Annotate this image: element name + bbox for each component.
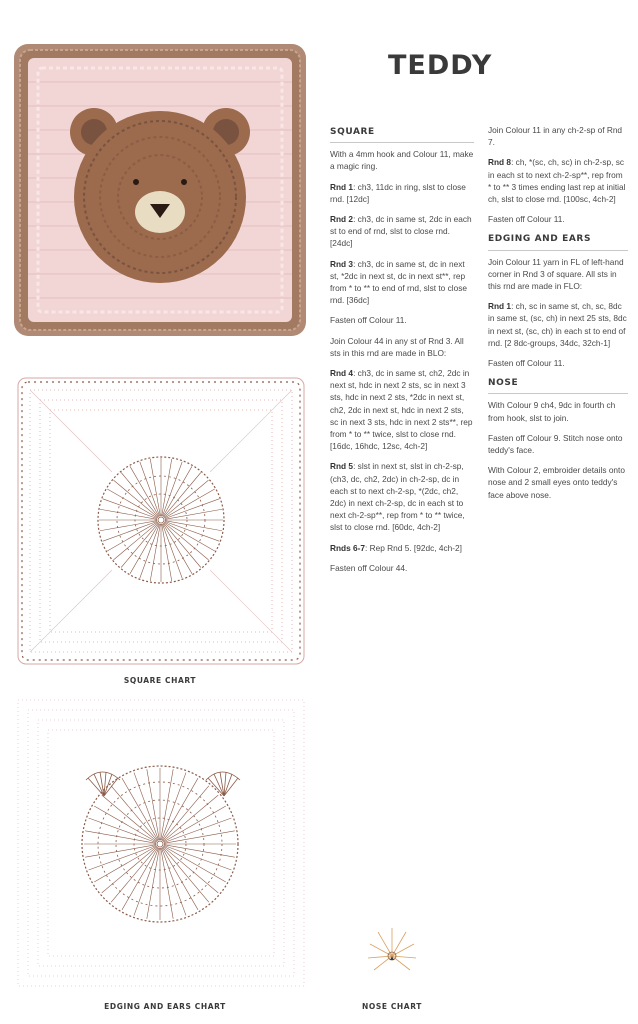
fasten-off-11: Fasten off Colour 11. (330, 315, 407, 326)
stitch-spoke (100, 521, 157, 531)
left-ear-fan (86, 772, 120, 796)
square-heading: SQUARE (330, 126, 474, 143)
rnd-8: Rnd 8: ch, *(sc, ch, sc) in ch-2-sp, sc in each st to next ch-2-sp**, rep from * to ** 3 times ending last rep at initial ch, slst to close rnd. [100sc, 4ch-2] (488, 157, 626, 205)
stitch-spoke (164, 831, 235, 844)
stitch-spoke (114, 480, 158, 517)
stitch-spoke (111, 847, 157, 902)
stitch-spoke (85, 831, 156, 844)
stitch-spoke (162, 847, 198, 909)
stitch-spoke (163, 846, 225, 882)
join-colour-11: Join Colour 11 in any ch-2-sp of Rnd 7. (488, 125, 623, 148)
rnd-1: Rnd 1: ch3, 11dc in ring, slst to close rnd. [12dc] (330, 181, 466, 204)
stitch-spoke (122, 847, 158, 909)
stitch-spoke (102, 847, 157, 893)
stitch-spoke (85, 845, 156, 858)
bear-right-eye (181, 179, 187, 185)
nose-p1: With Colour 9 ch4, 9dc in fourth ch from hook, slst to join. (488, 400, 616, 423)
stitch-spoke (165, 509, 222, 519)
nose-p2: Fasten off Colour 9. Stitch nose onto teddy's face. (488, 432, 623, 456)
edging-ears-chart (12, 694, 310, 992)
fasten-off-11-b: Fasten off Colour 11. (488, 214, 565, 225)
stitch-spoke (163, 847, 209, 902)
stitch-spoke (164, 523, 201, 567)
stitch-spoke (163, 795, 218, 841)
page-title: TEDDY (388, 50, 493, 81)
edging-heading: EDGING AND EARS (488, 233, 628, 250)
stitch-spoke (163, 786, 209, 841)
stitch-spoke (161, 848, 174, 919)
stitch-spoke (94, 846, 156, 882)
stitch-spoke (147, 769, 160, 840)
stitch-spoke (165, 521, 222, 531)
stitch-spoke (164, 845, 235, 858)
rnd-5: Rnd 5: slst in next st, slst in ch-2-sp, (ch3, dc, ch2, 2dc) in ch-2-sp, dc in each st to next ch-2-sp, *(2dc, ch2, 2dc) in next ch-2-sp, dc in each st to next ch-2-sp**, rep from * to ** twice, slst to close rnd. [60dc, 4ch-2] (330, 461, 465, 533)
fasten-off-44: Fasten off Colour 44. (330, 562, 408, 573)
stitch-spoke (163, 806, 225, 842)
edging-chart-caption: EDGING AND EARS CHART (104, 1002, 226, 1011)
stitch-spoke (121, 473, 158, 517)
nose-chart (362, 922, 422, 982)
nose-heading: NOSE (488, 377, 628, 394)
stitch-spoke (163, 847, 218, 893)
stitch-spoke (161, 769, 174, 840)
stitch-spoke (150, 524, 160, 581)
right-ear-fan (206, 772, 240, 796)
edging-nose-instructions (488, 124, 628, 509)
stitch-spoke (147, 848, 160, 919)
stitch-spoke (162, 778, 198, 840)
nose-p3: With Colour 2, embroider details onto nose and 2 small eyes onto teddy's face above nose. (488, 465, 625, 500)
stitch-spoke (100, 509, 157, 519)
rnd-2: Rnd 2: ch3, dc in same st, 2dc in each st to end of rnd, slst to close rnd. [24dc] (330, 214, 472, 249)
square-intro: With a 4mm hook and Colour 11, make a magic ring. (330, 149, 474, 172)
stitch-spoke (114, 523, 158, 560)
rnd-3: Rnd 3: ch3, dc in same st, dc in next st, *2dc in next st, dc in next st**, rep from * to ** to end of rnd, slst to close rnd. [36dc] (330, 258, 467, 306)
rnds-6-7: Rnds 6-7: Rep Rnd 5. [92dc, 4ch-2] (330, 542, 462, 553)
stitch-spoke (94, 806, 156, 842)
stitch-spoke (121, 523, 158, 567)
stitch-spoke (162, 524, 172, 581)
edging-fasten: Fasten off Colour 11. (488, 358, 565, 369)
stitch-spoke (164, 480, 208, 517)
square-chart-caption: SQUARE CHART (123, 676, 197, 685)
stitch-spoke (102, 795, 157, 841)
stitch-spoke (150, 459, 160, 516)
nose-chart-caption: NOSE CHART (362, 1002, 422, 1011)
rnd-4: Rnd 4: ch3, dc in same st, ch2, 2dc in next st, hdc in next 2 sts, sc in next 3 sts, hdc in next 2 sts, *2dc in next st, ch2, 2dc in next st, hdc in next 2 sts, sc in next 3 sts, hdc in next 2 sts**, rep from * to ** twice, slst to close rnd. [16dc, 16hdc, 12sc, 4ch-2] (330, 368, 473, 452)
edging-join: Join Colour 11 yarn in FL of left-hand corner in Rnd 3 of square. All sts in this rnd are made in FLO: (488, 256, 624, 292)
stitch-spoke (162, 459, 172, 516)
square-instructions (330, 126, 474, 582)
stitch-spoke (164, 473, 201, 517)
bear-left-eye (133, 179, 139, 185)
stitch-spoke (122, 778, 158, 840)
teddy-square-photo (12, 42, 308, 338)
join-colour-44: Join Colour 44 in any st of Rnd 3. All sts in this rnd are made in BLO: (330, 335, 464, 358)
edging-rnd-1: Rnd 1: ch, sc in same st, ch, sc, 8dc in same st, (sc, ch) in next 25 sts, 8dc in next st, (sc, ch) in each st to end of rnd. [2 8dc-groups, 34dc, 32ch-1] (488, 301, 627, 348)
square-chart (12, 372, 310, 670)
stitch-spoke (111, 786, 157, 841)
stitch-spoke (164, 523, 208, 560)
